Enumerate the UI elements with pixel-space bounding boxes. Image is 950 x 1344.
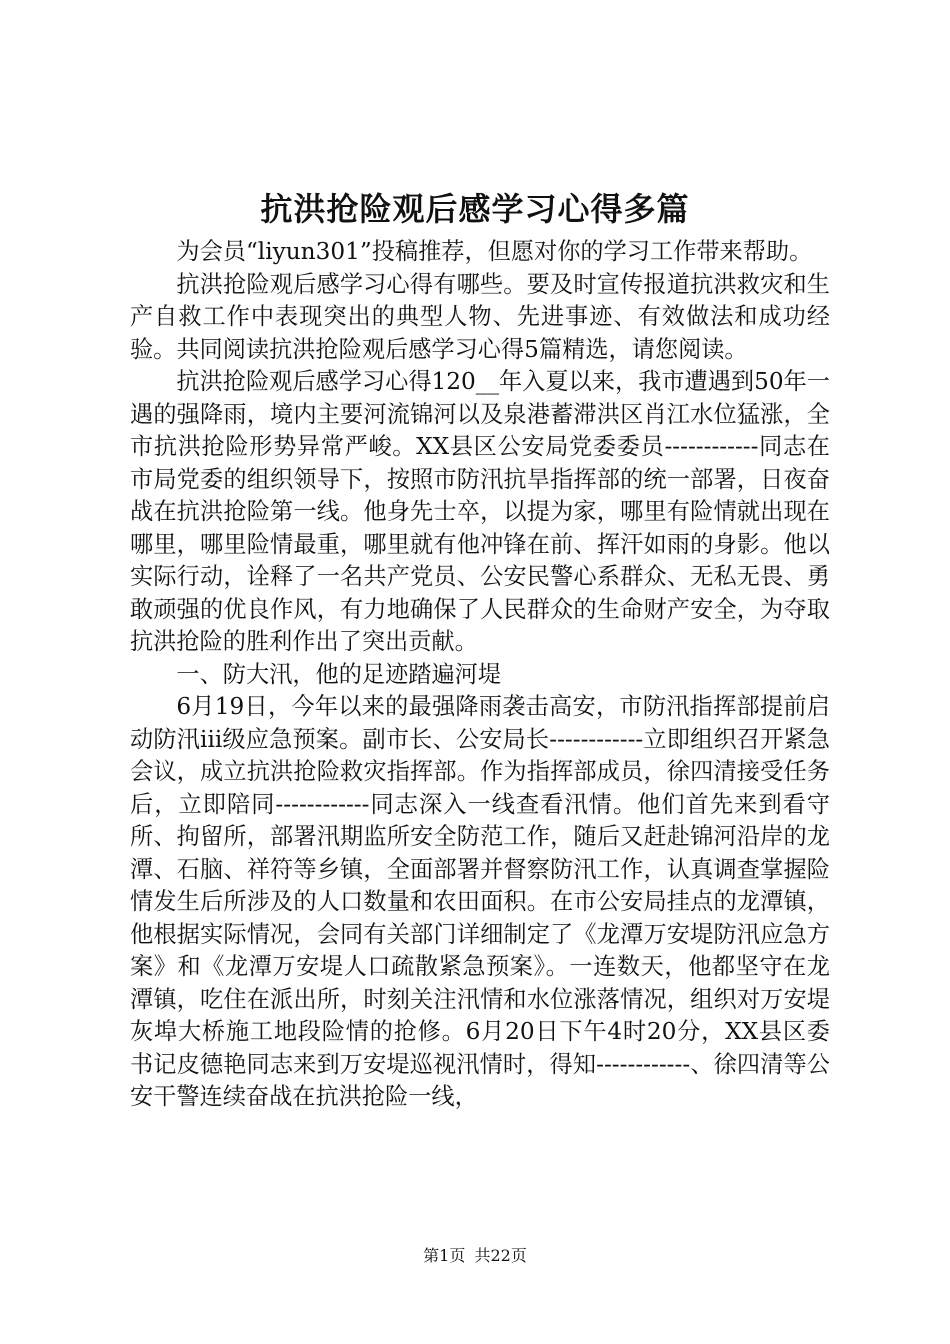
paragraph-summary: 抗洪抢险观后感学习心得有哪些。要及时宣传报道抗洪救灾和生产自救工作中表现突出的典型人物、先进事迹、有效做法和成功经验。共同阅读抗洪抢险观后感学习心得5篇精选，请您阅读。 xyxy=(130,270,830,363)
page-number: 第1页 xyxy=(423,1246,466,1265)
page-footer xyxy=(0,1244,950,1268)
page-total: 共22页 xyxy=(474,1246,527,1265)
document-title: 抗洪抢险观后感学习心得多篇 xyxy=(260,190,690,228)
paragraph-section-one: 6月19日，今年以来的最强降雨袭击高安，市防汛指挥部提前启动防汛iii级应急预案。副市长、公安局长------------立即组织召开紧急会议，成立抗洪抢险救灾指挥部。作为指挥部成员，徐四清接受任务后，立即陪同------------同志深入一线查看汛情。他们首先来到看守所、拘留所，部署汛期监所安全防范工作，随后又赶赴锦河沿岸的龙潭、石脑、祥符等乡镇，全面部署并督察防汛工作，认真调查掌握险情发生后所涉及的人口数量和农田面积。在市公安局挂点的龙潭镇，他根据实际情况，会同有关部门详细制定了《龙潭万安堤防汛应急方案》和《龙潭万安堤人口疏散紧急预案》。一连数天，他都坚守在龙潭镇，吃住在派出所，时刻关注汛情和水位涨落情况，组织对万安堤灰埠大桥施工地段险情的抢修。6月20日下午4时20分，XX县区委书记皮德艳同志来到万安堤巡视汛情时，得知------------、徐四清等公安干警连续奋战在抗洪抢险一线， xyxy=(130,693,830,1110)
document-body xyxy=(130,236,830,1114)
section-heading: 一、防大汛，他的足迹踏遍河堤 xyxy=(176,660,502,688)
paragraph-main: 抗洪抢险观后感学习心得120__年入夏以来，我市遭遇到50年一遇的强降雨，境内主要河流锦河以及泉港蓄滞洪区肖江水位猛涨，全市抗洪抢险形势异常严峻。XX县区公安局党委委员------------同志在市局党委的组织领导下，按照市防汛抗旱指挥部的统一部署，日夜奋战在抗洪抢险第一线。他身先士卒，以提为家，哪里有险情就出现在哪里，哪里险情最重，哪里就有他冲锋在前、挥汗如雨的身影。他以实际行动，诠释了一名共产党员、公安民警心系群众、无私无畏、勇敢顽强的优良作风，有力地确保了人民群众的生命财产安全，为夺取抗洪抢险的胜利作出了突出贡献。 xyxy=(130,368,830,655)
paragraph-intro: 为会员“liyun301”投稿推荐，但愿对你的学习工作带来帮助。 xyxy=(176,238,813,265)
